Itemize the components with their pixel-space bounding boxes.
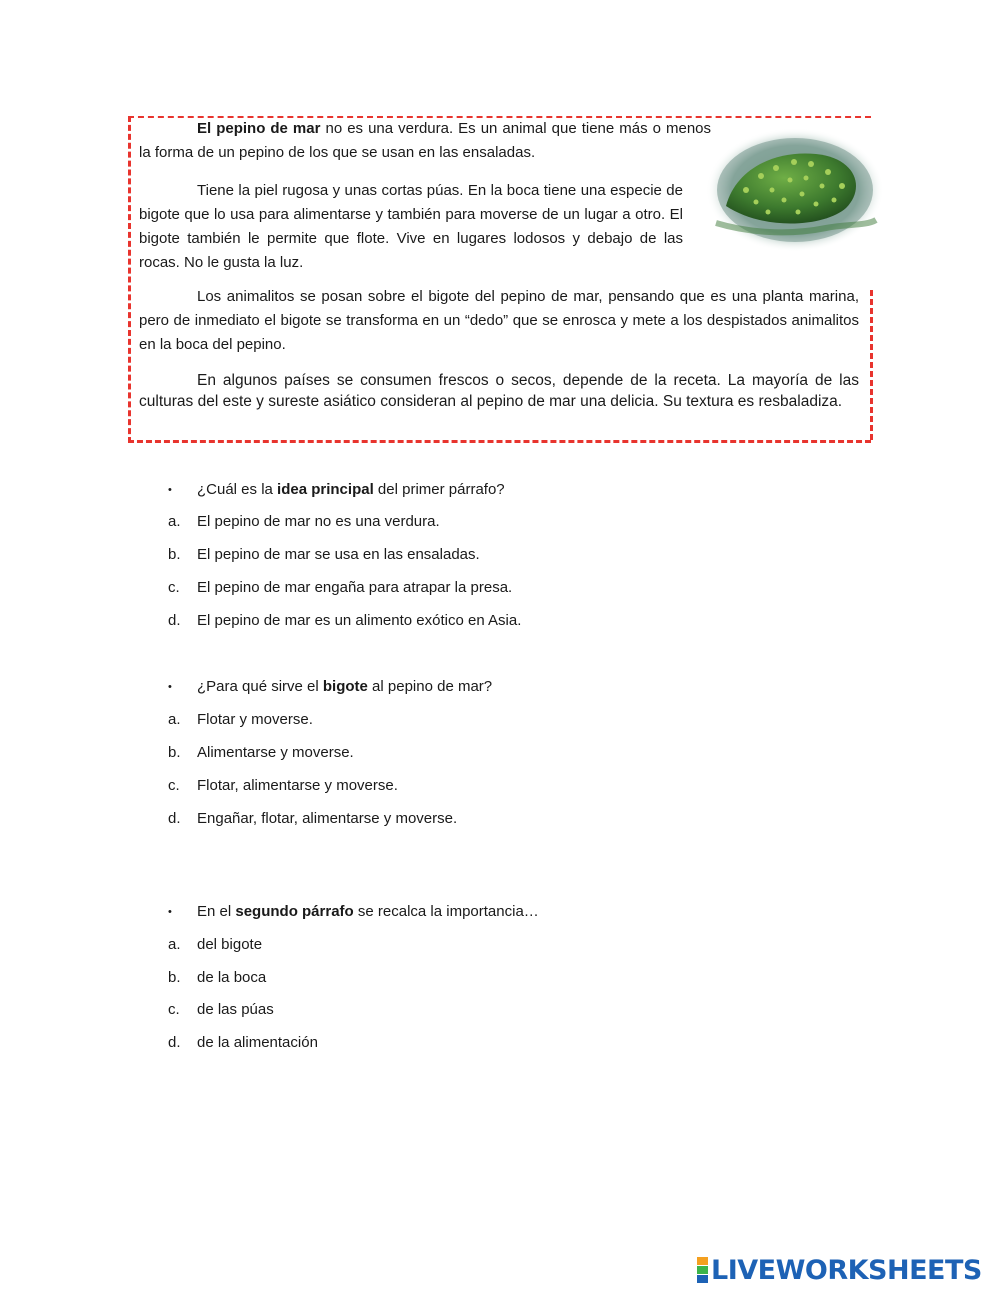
q3-option-d[interactable] xyxy=(168,1033,318,1053)
option-text: de la boca xyxy=(197,969,267,986)
option-text: El pepino de mar engaña para atrapar la presa. xyxy=(197,579,513,596)
logo-block-v xyxy=(697,1275,708,1283)
question-2-post: al pepino de mar? xyxy=(367,678,493,695)
option-letter: a. xyxy=(168,513,181,530)
option-letter: b. xyxy=(168,546,181,563)
paragraph-4-text-a: En algunos países se consumen frescos o secos, depende de la receta. xyxy=(197,372,721,389)
option-text: de las púas xyxy=(197,1001,274,1018)
question-3-post: se recalca la importancia… xyxy=(353,903,539,920)
paragraph-2-text: Tiene la piel rugosa y unas cortas púas. En la boca tiene una especie de bigote que lo usa para alimentarse y también para moverse de un lugar a otro. El bigote también le permite que flote. Vive en lugares lodosos y debajo de las rocas. No le gusta la luz. xyxy=(139,182,683,271)
sea-cucumber-photo xyxy=(706,128,884,252)
option-letter: c. xyxy=(168,1001,180,1018)
q1-option-a[interactable] xyxy=(168,512,440,532)
option-text: Engañar, flotar, alimentarse y moverse. xyxy=(197,810,458,827)
option-text: Flotar y moverse. xyxy=(197,711,313,728)
paragraph-4 xyxy=(139,370,859,412)
q1-option-d[interactable] xyxy=(168,611,521,631)
paragraph-3 xyxy=(139,285,859,357)
bullet: • xyxy=(168,906,172,918)
q1-option-c[interactable] xyxy=(168,578,512,598)
passage-frame-right-edge xyxy=(870,290,873,440)
question-2 xyxy=(168,677,492,698)
logo-text: LIVEWORKSHEETS xyxy=(711,1254,982,1286)
paragraph-2 xyxy=(139,179,683,275)
paragraph-3-text: Los animalitos se posan sobre el bigote del pepino de mar, pensando que es una planta marina, pero de inmediato el bigote se transforma en un “dedo” que se enrosca y mete a los despistados animalitos en la boca del pepino. xyxy=(139,288,859,353)
question-3 xyxy=(168,902,539,923)
paragraph-4-text-b: La mayoría de las culturas del este y sureste asiático consideran al pepino de mar una delicia. Su textura es resbaladiza. xyxy=(139,372,859,410)
question-1-post: del primer párrafo? xyxy=(373,481,505,498)
option-letter: d. xyxy=(168,810,181,827)
logo-block-l xyxy=(697,1257,708,1265)
question-3-pre: En el xyxy=(197,903,236,920)
option-letter: c. xyxy=(168,777,180,794)
option-text: de la alimentación xyxy=(197,1034,318,1051)
bullet: • xyxy=(168,484,172,496)
logo-block-i xyxy=(697,1266,708,1274)
paragraph-1-bold: El pepino de mar xyxy=(197,120,321,137)
q3-option-b[interactable] xyxy=(168,968,266,988)
option-letter: a. xyxy=(168,936,181,953)
option-text: Flotar, alimentarse y moverse. xyxy=(197,777,398,794)
question-1 xyxy=(168,480,505,501)
option-text: El pepino de mar no es una verdura. xyxy=(197,513,440,530)
option-text: Alimentarse y moverse. xyxy=(197,744,354,761)
option-text: El pepino de mar se usa en las ensaladas. xyxy=(197,546,480,563)
logo-blocks xyxy=(697,1257,708,1283)
option-letter: d. xyxy=(168,612,181,629)
option-letter: b. xyxy=(168,744,181,761)
liveworksheets-logo[interactable] xyxy=(697,1255,982,1285)
paragraph-1-text: no es una verdura. Es un animal que tiene más o menos la forma de un pepino de los que se usan en las ensaladas. xyxy=(139,120,712,161)
q1-option-b[interactable] xyxy=(168,545,480,565)
option-text: del bigote xyxy=(197,936,263,953)
question-2-pre: ¿Para qué sirve el xyxy=(197,678,323,695)
question-3-bold: segundo párrafo xyxy=(235,903,354,920)
paragraph-1 xyxy=(139,117,711,165)
q2-option-c[interactable] xyxy=(168,776,398,796)
option-text: El pepino de mar es un alimento exótico en Asia. xyxy=(197,612,522,629)
option-letter: a. xyxy=(168,711,181,728)
q2-option-a[interactable] xyxy=(168,710,313,730)
q2-option-b[interactable] xyxy=(168,743,354,763)
q3-option-c[interactable] xyxy=(168,1000,274,1020)
option-letter: c. xyxy=(168,579,180,596)
q3-option-a[interactable] xyxy=(168,935,262,955)
option-letter: b. xyxy=(168,969,181,986)
option-letter: d. xyxy=(168,1034,181,1051)
question-1-pre: ¿Cuál es la xyxy=(197,481,278,498)
question-2-bold: bigote xyxy=(322,678,368,695)
bullet: • xyxy=(168,681,172,693)
question-1-bold: idea principal xyxy=(277,481,374,498)
q2-option-d[interactable] xyxy=(168,809,457,829)
